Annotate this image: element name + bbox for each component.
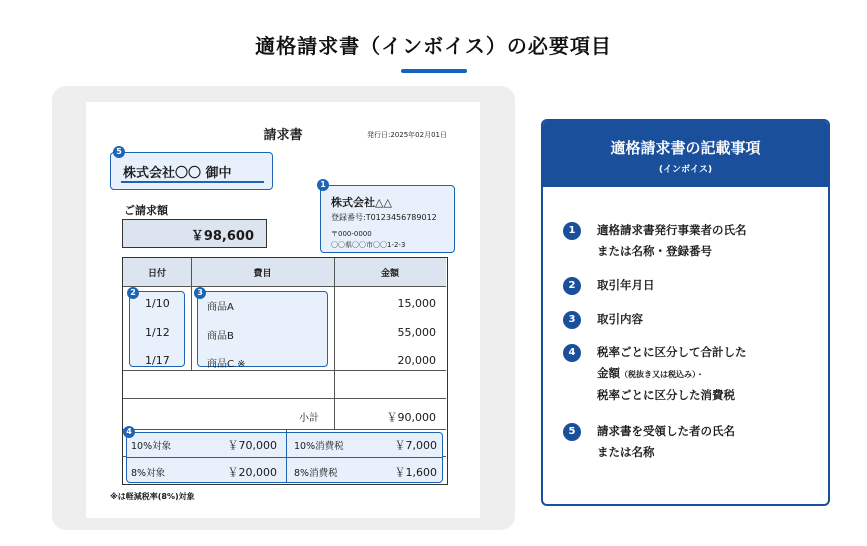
row-3-amount: 20,000 <box>397 354 436 367</box>
row-1-item: 商品A <box>207 302 234 313</box>
seller-registration-number: 登録番号:T0123456789012 <box>331 213 437 222</box>
row-2-date: 1/12 <box>145 326 170 339</box>
marker-4: 4 <box>123 426 135 438</box>
requirements-card <box>541 119 830 506</box>
footnote: ※は軽減税率(8%)対象 <box>110 492 195 501</box>
card-subtitle: (インボイス) <box>658 165 713 175</box>
tax-8-label: 8%消費税 <box>294 468 338 479</box>
tax-8-target-amount: ￥20,000 <box>227 466 277 479</box>
item-2-number: 2 <box>563 277 581 295</box>
tax-10-label: 10%消費税 <box>294 441 344 452</box>
row-2-amount: 55,000 <box>397 326 436 339</box>
header-date: 日付 <box>147 269 166 279</box>
marker-3: 3 <box>194 287 206 299</box>
card-title: 適格請求書の記載事項 <box>610 139 761 157</box>
amount-value: ￥98,600 <box>190 229 254 244</box>
item-5-number: 5 <box>563 423 581 441</box>
item-3-text: 取引内容 <box>597 312 643 326</box>
marker-2: 2 <box>127 287 139 299</box>
recipient-highlight <box>110 152 273 190</box>
tax-8-target-label: 8%対象 <box>131 468 166 479</box>
subtotal-value: ￥90,000 <box>386 411 436 424</box>
invoice-document <box>86 102 480 518</box>
tax-10-target-amount: ￥70,000 <box>227 439 277 452</box>
header-amount: 金額 <box>380 269 399 279</box>
marker-5: 5 <box>113 146 125 158</box>
invoice-title: 請求書 <box>263 128 303 143</box>
tax-8-amount: ￥1,600 <box>394 466 437 479</box>
item-3-number: 3 <box>563 311 581 329</box>
title-underline <box>401 69 467 73</box>
item-5-text: 請求書を受領した者の氏名 または名称 <box>597 424 735 459</box>
row-2-item: 商品B <box>207 331 234 342</box>
header-item: 費目 <box>253 269 272 279</box>
amount-label: ご請求額 <box>124 204 168 217</box>
row-3-item: 商品C ※ <box>207 359 246 370</box>
marker-1: 1 <box>317 179 329 191</box>
seller-highlight <box>320 185 455 253</box>
page-title: 適格請求書（インボイス）の必要項目 <box>255 34 612 58</box>
row-1-date: 1/10 <box>145 297 170 310</box>
tax-10-amount: ￥7,000 <box>394 439 437 452</box>
item-4-text: 税率ごとに区分して合計した 金額（税抜き又は税込み）・ 税率ごとに区分した消費税 <box>597 345 747 402</box>
recipient-name: 株式会社〇〇 御中 <box>123 166 232 181</box>
tax-10-target-label: 10%対象 <box>131 441 172 452</box>
item-4-number: 4 <box>563 344 581 362</box>
row-3-date: 1/17 <box>145 354 170 367</box>
subtotal-label: 小計 <box>299 413 319 424</box>
seller-address: 〇〇県〇〇市〇〇1-2-3 <box>331 241 406 249</box>
row-1-amount: 15,000 <box>397 297 436 310</box>
item-1-number: 1 <box>563 222 581 240</box>
item-1-text: 適格請求書発行事業者の氏名 または名称・登録番号 <box>597 223 747 258</box>
item-2-text: 取引年月日 <box>597 278 655 292</box>
seller-name: 株式会社△△ <box>331 196 392 209</box>
amount-box <box>122 219 267 248</box>
seller-zip: 〒000-0000 <box>331 230 372 238</box>
recipient-underline <box>121 181 264 183</box>
invoice-table <box>122 257 448 485</box>
issue-date: 発行日:2025年02月01日 <box>367 131 447 139</box>
